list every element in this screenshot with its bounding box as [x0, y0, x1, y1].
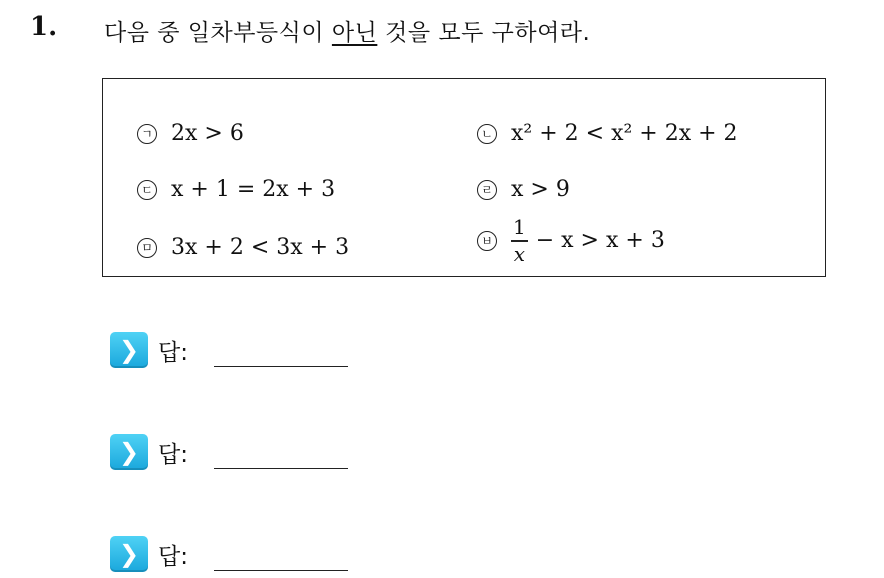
fraction	[511, 217, 528, 265]
chevron-right-icon: ❯	[110, 536, 148, 572]
fraction-denominator: x	[513, 241, 525, 266]
answer-blank[interactable]	[214, 468, 348, 469]
choice-marker: ㄴ	[477, 124, 497, 144]
question-text	[104, 14, 590, 47]
choice-item-2	[477, 121, 738, 146]
chevron-right-icon: ❯	[110, 332, 148, 368]
question-text-after: 것을 모두 구하여라.	[377, 20, 591, 46]
choice-marker: ㅁ	[137, 238, 157, 258]
chevron-right-icon: ❯	[110, 434, 148, 470]
answer-label: 답:	[158, 339, 188, 366]
choices-box	[102, 78, 826, 277]
choice-expression: − x > x + 3	[535, 228, 665, 254]
choice-expression: 2x > 6	[171, 121, 244, 146]
choice-item-3	[137, 177, 335, 202]
choice-item-4	[477, 177, 570, 202]
fraction-numerator: 1	[513, 215, 526, 239]
choice-marker: ㄱ	[137, 124, 157, 144]
choice-marker: ㄹ	[477, 180, 497, 200]
answer-row-3	[110, 536, 188, 572]
answer-row-1	[110, 332, 188, 368]
choice-item-1	[137, 121, 244, 146]
answer-row-2	[110, 434, 188, 470]
choice-expression: x > 9	[511, 177, 570, 202]
answer-blank[interactable]	[214, 366, 348, 367]
choice-marker: ㅂ	[477, 231, 497, 251]
choice-marker: ㄷ	[137, 180, 157, 200]
choice-item-6	[477, 217, 665, 265]
choice-expression: x² + 2 < x² + 2x + 2	[511, 121, 738, 146]
choice-expression: 3x + 2 < 3x + 3	[171, 235, 350, 260]
choice-expression: x + 1 = 2x + 3	[171, 177, 336, 202]
answer-label: 답:	[158, 441, 188, 468]
choice-item-5	[137, 235, 349, 260]
answer-blank[interactable]	[214, 570, 348, 571]
question-text-before: 다음 중 일차부등식이	[104, 20, 332, 46]
answer-label: 답:	[158, 543, 188, 570]
question-number: 1.	[30, 12, 58, 42]
question-text-underlined: 아닌	[331, 20, 378, 46]
